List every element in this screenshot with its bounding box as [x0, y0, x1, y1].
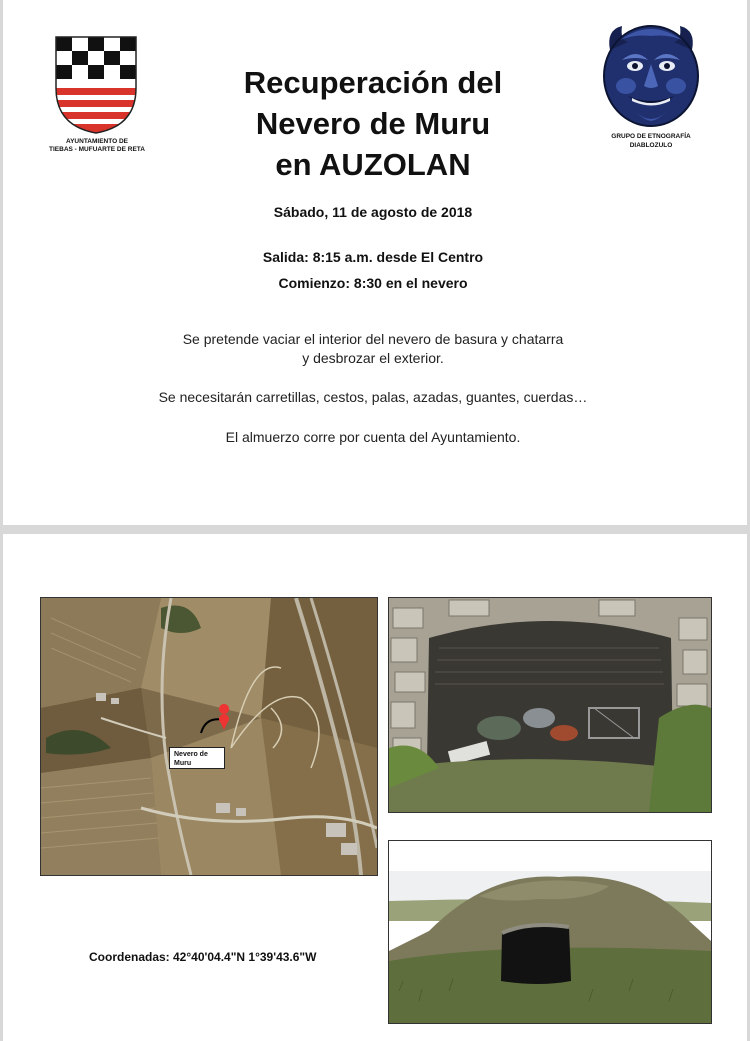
- coordinates: Coordenadas: 42°40'04.4"N 1°39'43.6"W: [89, 950, 317, 964]
- lunch-paragraph: El almuerzo corre por cuenta del Ayuntamiento.: [225, 429, 521, 445]
- start-time: Comienzo: 8:30 en el nevero: [278, 275, 468, 291]
- title-line: Recuperación del: [243, 65, 503, 100]
- flyer-page-2: [3, 534, 747, 1041]
- ice-pit-exterior-photo: [388, 840, 712, 1024]
- satellite-map: [40, 597, 378, 876]
- municipality-caption: AYUNTAMIENTO DE TIEBAS - MUFUARTE DE RETA: [49, 138, 145, 153]
- description-paragraph: Se pretende vaciar el interior del nevero de basura y chatarra y desbrozar el exterior.: [182, 331, 564, 366]
- coat-of-arms-icon: [55, 36, 137, 134]
- ethnography-group-caption: GRUPO DE ETNOGRAFÍA DIABLOZULO: [611, 133, 691, 149]
- title-line: en AUZOLAN: [275, 147, 471, 182]
- flyer-page-1: [3, 0, 747, 525]
- departure-time: Salida: 8:15 a.m. desde El Centro: [262, 249, 484, 265]
- tools-paragraph: Se necesitarán carretillas, cestos, palas, azadas, guantes, cuerdas…: [158, 389, 588, 405]
- devil-mask-icon: [598, 20, 704, 128]
- event-date: Sábado, 11 de agosto de 2018: [273, 204, 473, 220]
- flyer-title: [193, 62, 553, 185]
- ice-pit-interior-photo: [388, 597, 712, 813]
- map-marker-label: Nevero de Muru: [169, 747, 225, 769]
- event-schedule: [193, 244, 553, 296]
- title-line: Nevero de Muru: [255, 106, 491, 141]
